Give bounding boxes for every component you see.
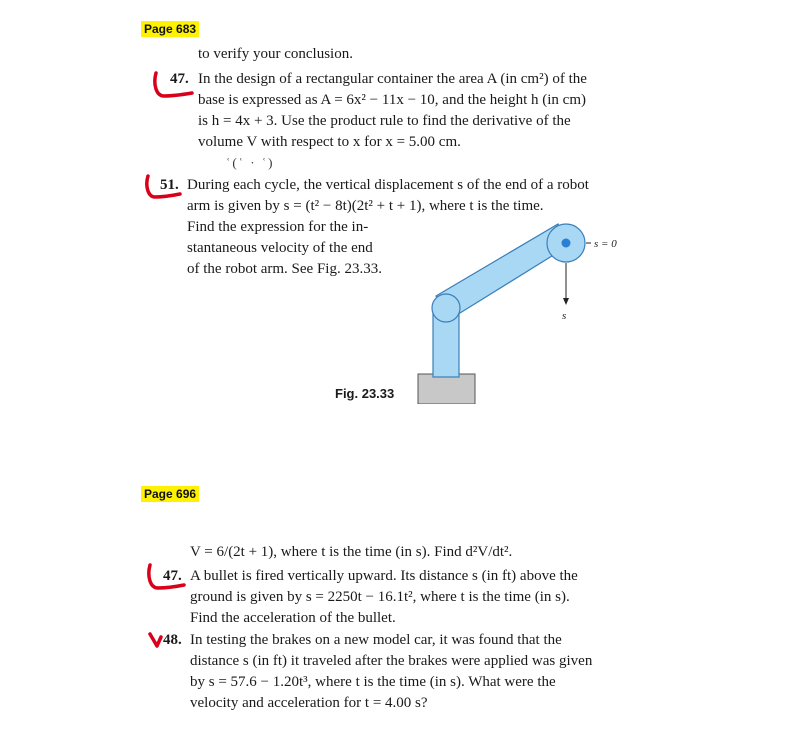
problem-number: 47.	[163, 568, 182, 584]
problem-text-line: In the design of a rectangular container the area A (in cm²) of the	[198, 71, 587, 87]
problem-text-line: volume V with respect to x for x = 5.00 cm.	[198, 134, 461, 150]
problem-text-line: Find the acceleration of the bullet.	[190, 610, 396, 626]
problem-text-line: During each cycle, the vertical displacement s of the end of a robot	[187, 177, 589, 193]
problem-text-line: arm is given by s = (t² − 8t)(2t² + t + 1), where t is the time.	[187, 198, 544, 214]
previous-problem-tail: V = 6/(2t + 1), where t is the time (in s). Find d²V/dt².	[190, 544, 513, 560]
page-label-683: Page 683	[141, 21, 199, 37]
robot-end-point	[562, 239, 571, 248]
robot-base	[418, 374, 475, 404]
problem-number: 51.	[160, 177, 179, 193]
problem-text-line: In testing the brakes on a new model car, it was found that the	[190, 632, 562, 648]
problem-text-line: velocity and acceleration for t = 4.00 s?	[190, 695, 428, 711]
problem-number: 47.	[170, 71, 189, 87]
label-s: s	[562, 310, 567, 322]
problem-text-line: of the robot arm. See Fig. 23.33.	[187, 261, 382, 277]
problem-text-line: A bullet is fired vertically upward. Its distance s (in ft) above the	[190, 568, 578, 584]
problem-number: 48.	[163, 632, 182, 648]
problem-text-line: distance s (in ft) it traveled after the brakes were applied was given	[190, 653, 593, 669]
problem-text-line: by s = 57.6 − 1.20t³, where t is the time (in s). What were the	[190, 674, 556, 690]
problem-text-line: base is expressed as A = 6x² − 11x − 10, and the height h (in cm)	[198, 92, 587, 108]
problem-text-line: is h = 4x + 3. Use the product rule to find the derivative of the	[198, 113, 571, 129]
robot-elbow-joint	[432, 294, 460, 322]
problem-text-line: stantaneous velocity of the end	[187, 240, 373, 256]
page-label-696: Page 696	[141, 486, 199, 502]
figure-caption: Fig. 23.33	[335, 386, 395, 401]
problem-text-line: ground is given by s = 2250t − 16.1t², where t is the time (in s).	[190, 589, 570, 605]
displacement-arrowhead	[563, 298, 569, 305]
robot-arm-figure	[405, 212, 650, 404]
clipped-text-fragment: ʿ(ʿ · ʿ)	[226, 155, 275, 170]
previous-problem-tail: to verify your conclusion.	[198, 46, 353, 62]
problem-text-line: Find the expression for the in-	[187, 219, 369, 235]
label-s-zero: s = 0	[594, 238, 617, 250]
